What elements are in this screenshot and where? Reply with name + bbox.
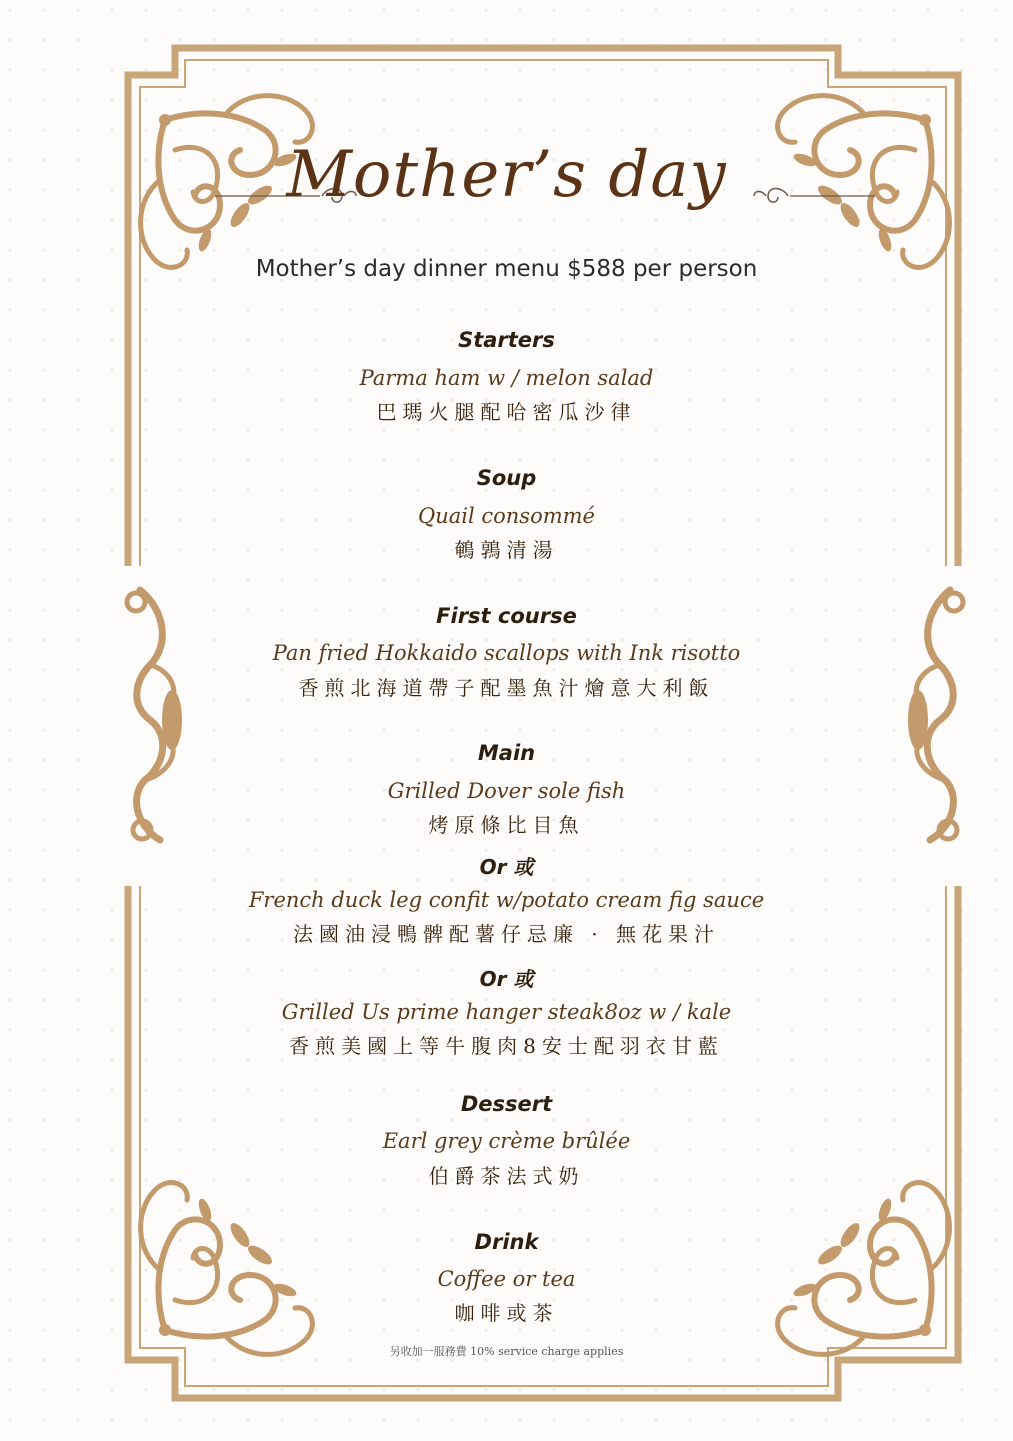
- dish-en-first-course: Pan fried Hokkaido scallops with Ink risotto: [272, 641, 741, 665]
- service-charge-note: 另收加一服務費 10% service charge applies: [389, 1345, 624, 1358]
- menu-subtitle: Mother’s day dinner menu $588 per person: [255, 256, 758, 282]
- menu-title: Mother’s day: [286, 138, 727, 212]
- dish-en-main: Grilled Dover sole fish: [387, 779, 626, 803]
- dish-en-drink: Coffee or tea: [437, 1267, 576, 1291]
- section-heading-first-course: First course: [436, 604, 577, 628]
- dish-zh-drink: 咖啡或茶: [454, 1301, 559, 1325]
- dish-zh-main-option-2: 香煎美國上等牛腹肉8安士配羽衣甘藍: [289, 1034, 724, 1058]
- dish-zh-main: 烤原條比目魚: [428, 813, 585, 837]
- section-heading-starters: Starters: [458, 328, 555, 352]
- dish-en-soup: Quail consommé: [418, 504, 595, 528]
- dish-zh-soup: 鵪鶉清湯: [454, 538, 559, 562]
- or-label-1: Or 或: [479, 855, 534, 879]
- dish-zh-first-course: 香煎北海道帶子配墨魚汁燴意大利飯: [298, 676, 715, 700]
- section-heading-dessert: Dessert: [460, 1092, 553, 1116]
- dish-en-main-option-2: Grilled Us prime hanger steak8oz w / kale: [281, 1000, 732, 1024]
- dish-zh-starters: 巴瑪火腿配哈密瓜沙律: [376, 400, 637, 424]
- dish-en-starters: Parma ham w / melon salad: [359, 366, 654, 390]
- section-heading-main: Main: [477, 741, 536, 765]
- section-heading-soup: Soup: [476, 466, 537, 490]
- section-heading-drink: Drink: [474, 1230, 539, 1254]
- dish-en-dessert: Earl grey crème brûlée: [382, 1129, 631, 1153]
- or-label-2: Or 或: [479, 967, 534, 991]
- dish-en-main-option-1: French duck leg confit w/potato cream fig sauce: [248, 888, 765, 912]
- dish-zh-dessert: 伯爵茶法式奶: [428, 1164, 585, 1188]
- dish-zh-main-option-1: 法國油浸鴨髀配薯仔忌廉 · 無花果汁: [292, 922, 721, 946]
